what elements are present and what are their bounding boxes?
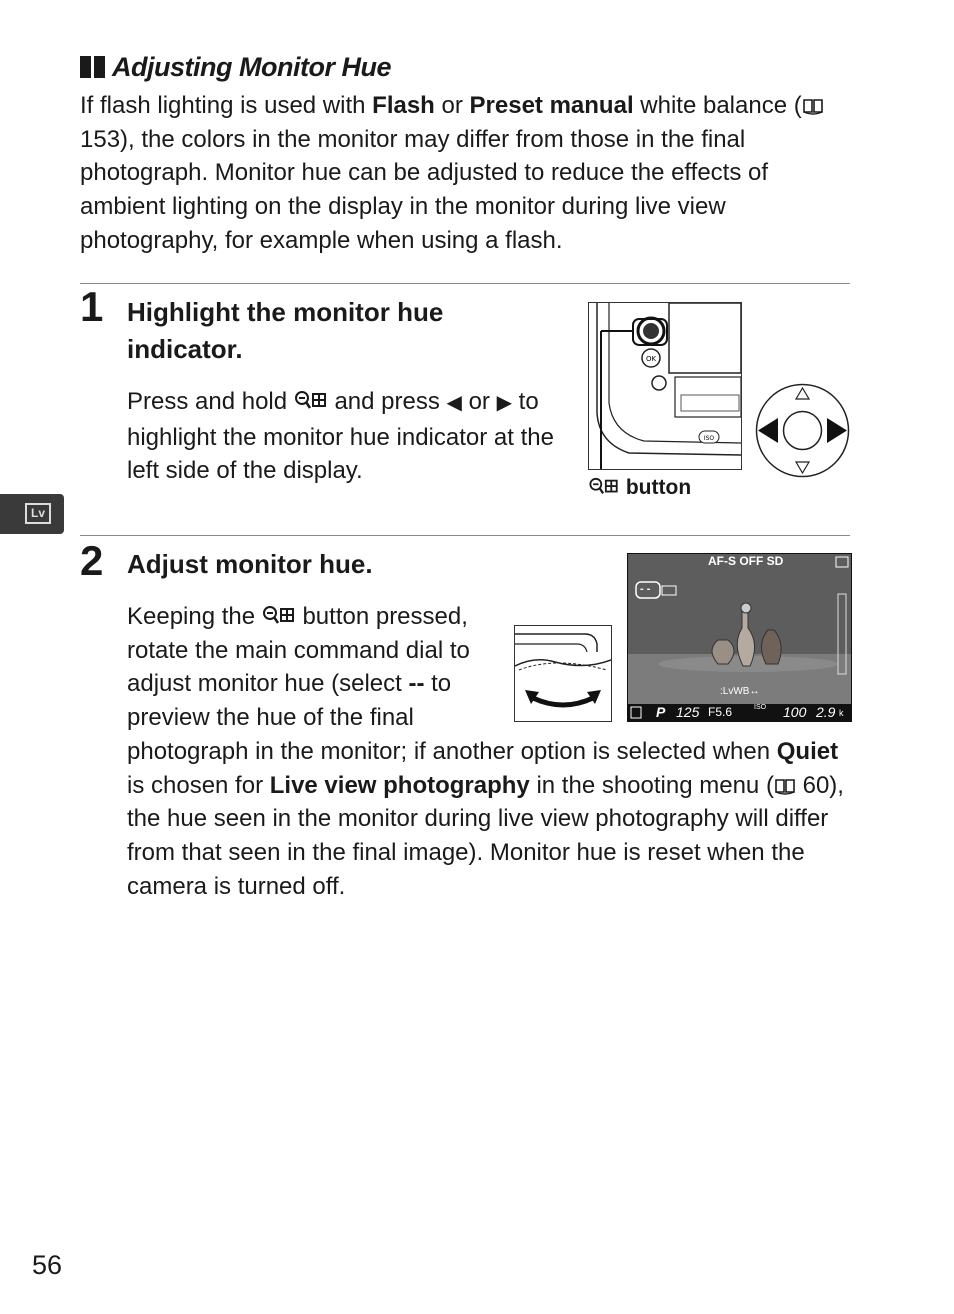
lv-wb-info: :LvWB↔ (720, 686, 760, 697)
preview-option: -- (408, 670, 425, 698)
intro-paragraph (80, 89, 860, 258)
lv-remaining-unit: k (839, 708, 844, 718)
step-1-text-part: or (461, 388, 497, 415)
intro-text: If flash lighting is used with (80, 92, 373, 119)
step-2-text-part: 60), the hue seen in the monitor during live view photography will differ from that seen in the final image). Monitor hue is reset when the camera is turned off. (127, 771, 844, 900)
intro-flash-term: Flash (372, 92, 435, 119)
divider (80, 535, 850, 536)
intro-preset-term: Preset manual (469, 92, 634, 119)
svg-text:ISO: ISO (703, 435, 715, 442)
lv-hue-indicator: - - (640, 583, 651, 595)
step-1-number: 1 (80, 283, 104, 330)
intro-text: or (434, 92, 470, 119)
step-1-text (127, 385, 587, 488)
left-arrow-icon: ◀ (446, 392, 462, 414)
zoom-out-thumbnail-icon (588, 476, 620, 499)
step-2-title: Adjust monitor hue. (127, 549, 373, 579)
section-heading (80, 50, 391, 84)
lv-remaining: 2.9 (816, 704, 836, 720)
step-2-text-part: is chosen for (127, 771, 270, 799)
command-dial-illustration (514, 625, 612, 722)
button-caption (588, 476, 691, 500)
button-caption-text: button (625, 476, 692, 499)
intro-text: white balance ( (633, 92, 802, 119)
divider (80, 283, 850, 284)
step-1-text-part: Press and hold (127, 388, 294, 415)
section-title: Adjusting Monitor Hue (112, 51, 391, 82)
live-view-screen-illustration (627, 553, 852, 722)
lv-iso-label: ISO (754, 704, 767, 711)
step-2-text-part: in the shooting menu ( (529, 771, 774, 799)
step-2-text-part: to preview the hue of the final photograph in the monitor; if another option is selected when (127, 670, 777, 765)
live-view-chapter-tab (0, 494, 64, 534)
zoom-out-thumbnail-icon (294, 388, 328, 415)
step-1-text-part: and press (327, 388, 447, 415)
step-1-text-part: to highlight the monitor hue indicator at the left side of the display. (127, 388, 554, 485)
intro-text: 153), the colors in the monitor may differ from those in the final photograph. Monitor hue can be adjusted to reduce the effects of ambient lighting on the display in the monitor during live view photography, for example when using a flash. (80, 125, 769, 254)
step-2-text-part: button pressed, rotate the main command dial to adjust monitor hue (select (127, 603, 470, 698)
lv-mode: P (656, 704, 666, 720)
lv-iso-value: 100 (783, 704, 807, 720)
live-view-photography-term: Live view photography (269, 771, 530, 799)
live-view-icon: Lv (25, 503, 51, 524)
lv-shutter: 125 (676, 704, 700, 720)
step-1-title: Highlight the monitor hue indicator. (127, 297, 444, 364)
lv-aperture: F5.6 (708, 705, 733, 719)
svg-text:OK: OK (645, 355, 657, 363)
step-2-text-part: Keeping the (127, 603, 262, 630)
book-reference-icon (802, 92, 824, 119)
camera-back-illustration (588, 302, 742, 470)
page-number: 56 (32, 1250, 63, 1280)
right-arrow-icon: ▶ (496, 392, 512, 414)
book-reference-icon (774, 772, 796, 799)
section-marker-icon (80, 56, 108, 78)
zoom-out-thumbnail-icon (262, 603, 296, 630)
lv-top-info: AF-S OFF SD (708, 554, 784, 568)
quiet-term: Quiet (776, 737, 839, 765)
step-2-number: 2 (80, 537, 104, 584)
multi-selector-illustration (754, 382, 851, 479)
